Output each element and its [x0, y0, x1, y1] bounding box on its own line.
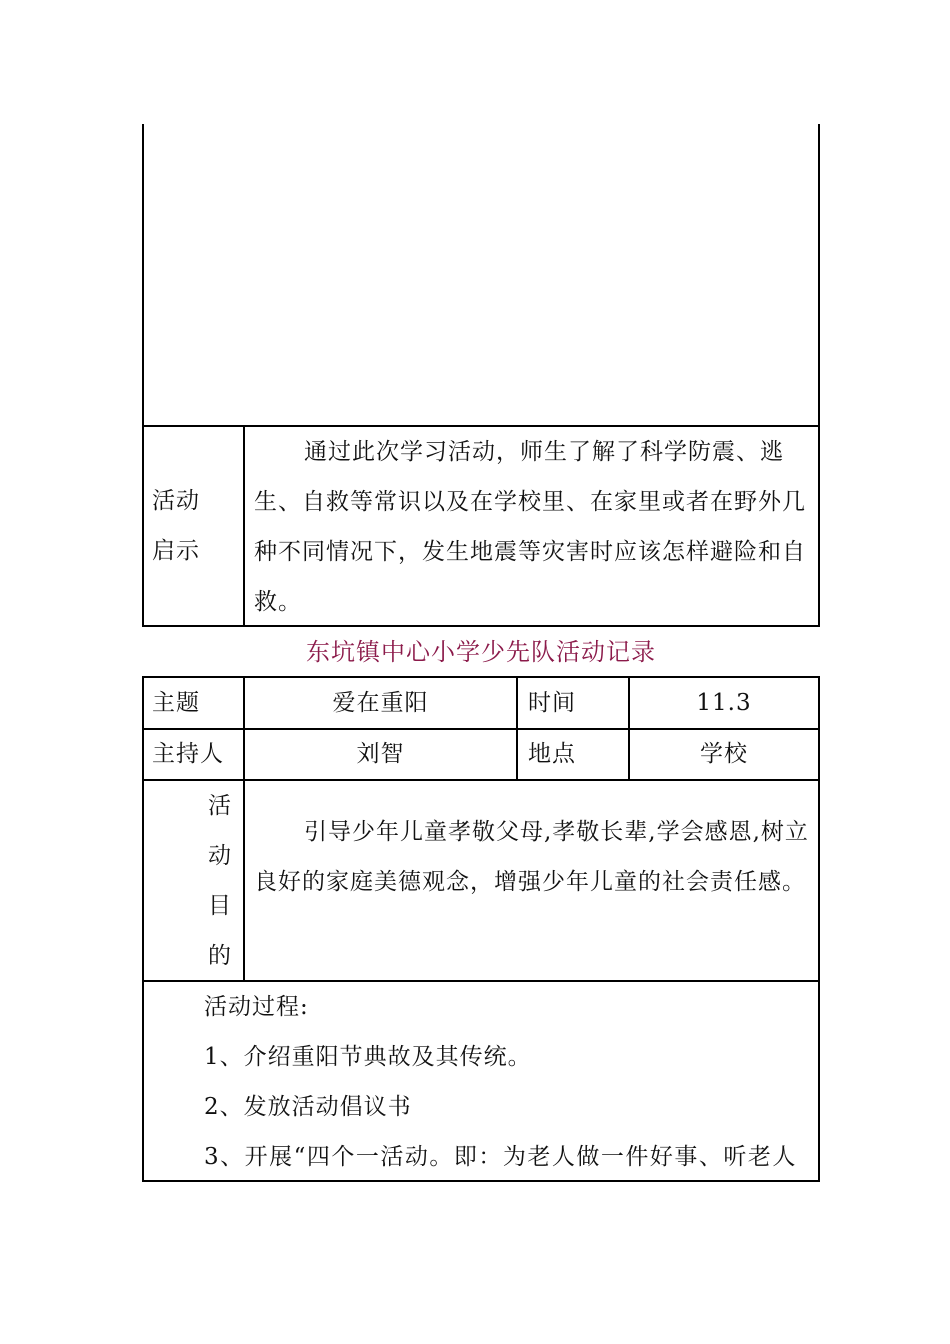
table-border-bottom: [142, 1180, 820, 1182]
column-divider: [243, 676, 245, 982]
process-heading: 活动过程:: [204, 994, 309, 1020]
enlightenment-label-line2: 启示: [152, 538, 200, 564]
time-label: 时间: [528, 690, 576, 716]
process-step: 3、开展“四个一活动。即：为老人做一件好事、听老人: [204, 1144, 797, 1170]
purpose-label-char: 的: [208, 943, 231, 969]
table-border-left: [142, 676, 144, 1182]
purpose-label-char: 动: [208, 843, 231, 869]
column-divider: [516, 676, 518, 781]
topic-label: 主题: [152, 690, 200, 716]
purpose-text: 引导少年儿童孝敬父母,孝敬长辈,学会感恩,树立良好的家庭美德观念，增强少年儿童的社会责任感。: [254, 819, 809, 895]
host-label: 主持人: [152, 741, 224, 767]
topic-value: 爱在重阳: [332, 690, 429, 716]
purpose-label-char: 目: [208, 893, 231, 919]
enlightenment-text: 通过此次学习活动，师生了解了科学防震、逃生、自救等常识以及在学校里、在家里或者在野外几种不同情况下，发生地震等灾害时应该怎样避险和自救。: [254, 439, 806, 615]
purpose-label-char: 活: [208, 793, 231, 819]
process-step: 2、发放活动倡议书: [204, 1094, 412, 1120]
time-value: 11.3: [696, 690, 752, 716]
place-value: 学校: [700, 741, 748, 767]
place-label: 地点: [528, 741, 576, 767]
table-border-right: [818, 676, 820, 1182]
enlightenment-label-line1: 活动: [152, 488, 200, 514]
process-step: 1、介绍重阳节典故及其传统。: [204, 1044, 532, 1070]
host-value: 刘智: [356, 741, 405, 767]
record-title: 东坑镇中心小学少先队活动记录: [306, 638, 656, 666]
